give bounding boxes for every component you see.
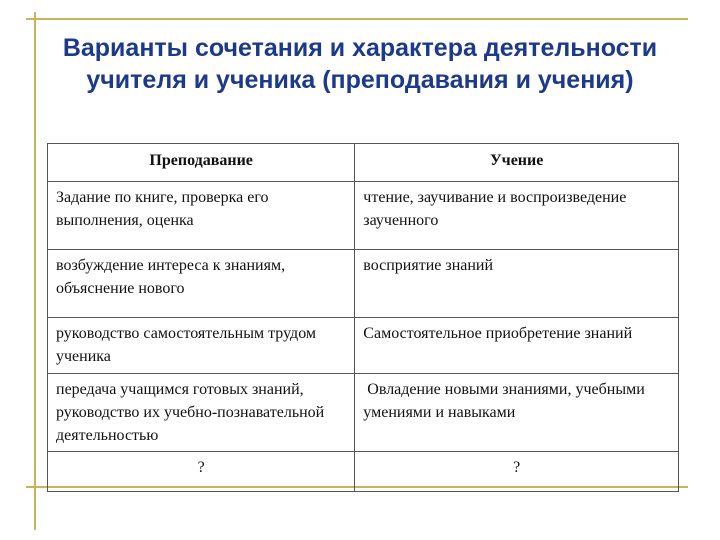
header-learning: Учение	[355, 144, 679, 182]
slide-title-line-1: Варианты сочетания и характера деятельности	[62, 34, 658, 62]
header-teaching: Преподавание	[48, 144, 355, 182]
slide-title-line-2: учителя и ученика (преподавания и учения)	[86, 66, 634, 94]
teaching-cell: возбуждение интереса к знаниям, объяснение нового	[48, 250, 355, 318]
decorative-top-line	[26, 18, 688, 20]
teaching-cell: Задание по книге, проверка его выполнения, оценка	[48, 182, 355, 250]
teaching-cell: руководство самостоятельным трудом ученика	[48, 318, 355, 374]
table-row	[48, 452, 679, 492]
learning-cell-unknown: ?	[355, 452, 679, 492]
table-row	[48, 182, 679, 250]
learning-cell: чтение, заучивание и воспроизведение заученного	[355, 182, 679, 250]
table-header-row	[48, 144, 679, 182]
learning-cell: Овладение новыми знаниями, учебными умениями и навыками	[355, 374, 679, 452]
comparison-table	[47, 143, 679, 492]
table-row	[48, 374, 679, 452]
teaching-cell-unknown: ?	[48, 452, 355, 492]
table-row	[48, 318, 679, 374]
learning-cell: Самостоятельное приобретение знаний	[355, 318, 679, 374]
table-row	[48, 250, 679, 318]
slide-title	[20, 32, 700, 96]
learning-cell: восприятие знаний	[355, 250, 679, 318]
teaching-cell: передача учащимся готовых знаний, руководство их учебно-познавательной деятельностью	[48, 374, 355, 452]
